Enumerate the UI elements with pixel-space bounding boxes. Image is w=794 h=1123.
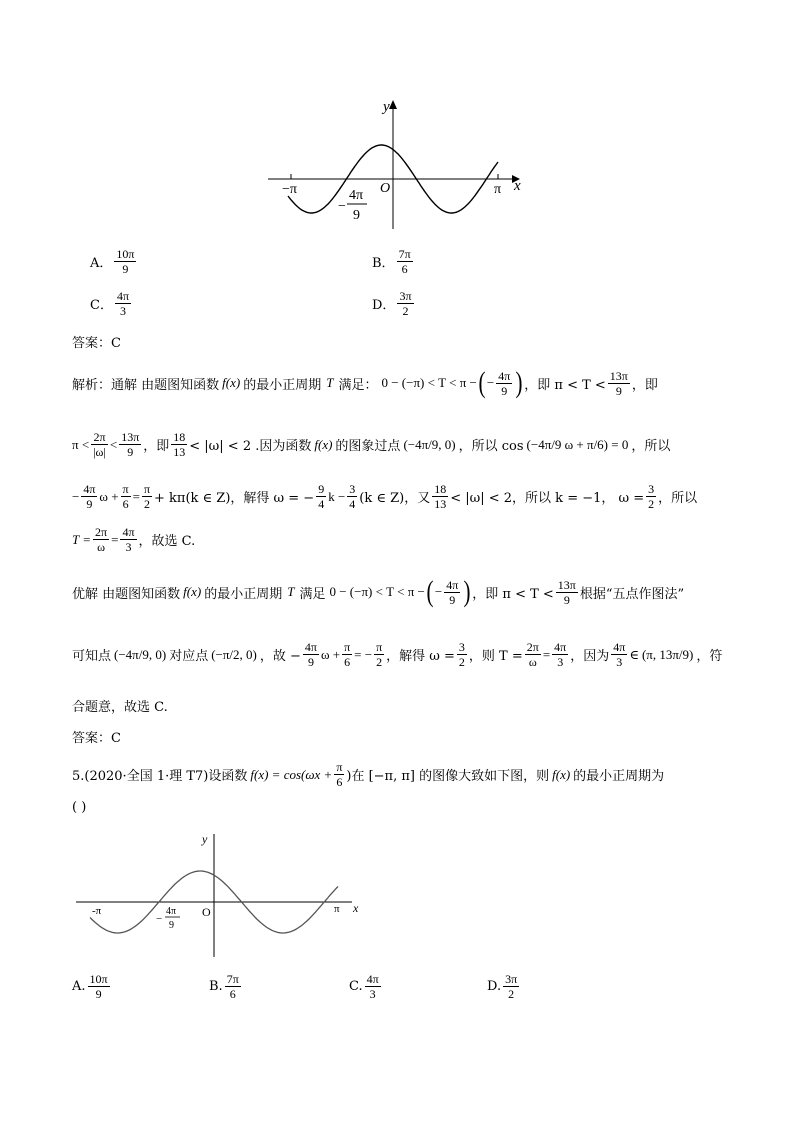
den: |ω| bbox=[93, 445, 106, 459]
text: 满足： bbox=[338, 377, 378, 393]
option-letter: B． bbox=[372, 256, 395, 271]
num: π bbox=[336, 760, 343, 774]
den: 9 bbox=[563, 592, 570, 607]
num: 3π bbox=[399, 289, 412, 303]
num: 3 bbox=[648, 482, 655, 496]
y-axis-arrow bbox=[389, 100, 397, 109]
text: ，故选 C. bbox=[138, 534, 196, 549]
text: − bbox=[72, 488, 80, 504]
point: (−4π/9, 0) bbox=[403, 436, 456, 452]
text: < |ω| < 2，所以 k = −1， ω = bbox=[450, 491, 645, 506]
den: 3 bbox=[557, 655, 564, 669]
num: 4π bbox=[366, 972, 379, 986]
frac bbox=[457, 640, 467, 669]
text: + kπ(k ∈ Z)，解得 ω = − bbox=[154, 491, 315, 506]
interval: (π, 13π/9) bbox=[641, 646, 694, 662]
den: 4 bbox=[349, 497, 356, 511]
fx-expr: f(x) = cos(ωx + bbox=[250, 766, 333, 782]
option-value bbox=[88, 972, 110, 1001]
num: 13π bbox=[609, 368, 628, 383]
text: < |ω| < 2 .因为函数 bbox=[189, 439, 312, 454]
num: 10π bbox=[89, 972, 108, 986]
num: 4π bbox=[613, 640, 626, 654]
frac bbox=[552, 640, 568, 669]
paren-open: ( bbox=[478, 366, 486, 399]
T: T bbox=[326, 375, 334, 390]
frac bbox=[120, 525, 136, 554]
fx: f(x) bbox=[183, 584, 202, 599]
option-letter: C. bbox=[349, 979, 363, 994]
frac bbox=[444, 578, 460, 607]
minus: − bbox=[486, 375, 495, 390]
num: 4π bbox=[498, 368, 511, 383]
num: 13π bbox=[557, 577, 576, 592]
text: 满足 bbox=[299, 586, 326, 602]
frac bbox=[347, 482, 357, 511]
num: 2π bbox=[93, 430, 106, 444]
option-d1[interactable] bbox=[372, 289, 416, 318]
problem-5-stem bbox=[72, 760, 664, 789]
paren-close: ) bbox=[463, 575, 471, 608]
text: = bbox=[542, 646, 551, 662]
num: 7π bbox=[226, 972, 239, 986]
den: 2 bbox=[402, 304, 409, 318]
option-a2[interactable] bbox=[72, 972, 112, 1001]
text: ，即 bbox=[143, 439, 170, 454]
frac bbox=[171, 430, 187, 459]
frac bbox=[432, 482, 448, 511]
den: ω bbox=[97, 540, 106, 554]
text: k − bbox=[328, 488, 346, 504]
option-b1[interactable] bbox=[372, 247, 415, 276]
option-value bbox=[365, 972, 381, 1001]
text: = bbox=[111, 531, 119, 547]
text: ，即 π < T < bbox=[524, 377, 606, 393]
text: 的最小正周期 bbox=[243, 377, 322, 393]
den: 9 bbox=[122, 262, 129, 276]
quick-line-3: 合题意，故选 C. bbox=[72, 700, 168, 715]
text: ∈ bbox=[629, 646, 639, 662]
den: 9 bbox=[615, 383, 622, 398]
num: 4π bbox=[304, 640, 317, 654]
option-a1[interactable] bbox=[90, 247, 138, 276]
option-d2[interactable] bbox=[487, 972, 521, 1001]
text: ，所以 bbox=[631, 439, 671, 454]
text: )在 [−π, π] 的图像大致如下图，则 bbox=[346, 769, 550, 784]
text: ，即 bbox=[631, 377, 658, 393]
answer-blank: ( ) bbox=[72, 800, 87, 815]
text: = bbox=[132, 488, 140, 504]
fx: f(x) bbox=[552, 766, 571, 782]
pi-label: π bbox=[494, 182, 502, 197]
option-value bbox=[397, 289, 413, 318]
num: 4π bbox=[116, 289, 130, 303]
text: ，则 T = bbox=[468, 649, 523, 664]
minus: − bbox=[434, 584, 443, 599]
x-label: x bbox=[353, 901, 359, 915]
minus-sign: − bbox=[338, 199, 346, 214]
analysis-line-1 bbox=[72, 368, 658, 398]
option-letter: A. bbox=[72, 979, 86, 994]
option-value bbox=[114, 247, 136, 276]
text: π < bbox=[72, 436, 90, 452]
den: 13 bbox=[434, 497, 447, 511]
text: ω + bbox=[99, 488, 119, 504]
den: 3 bbox=[369, 987, 376, 1001]
option-value bbox=[397, 247, 413, 276]
option-letter: B. bbox=[209, 979, 223, 994]
num: π bbox=[122, 482, 129, 496]
analysis-line-2 bbox=[72, 430, 670, 459]
den: 6 bbox=[336, 775, 343, 789]
num: 18 bbox=[434, 482, 447, 496]
den: ω bbox=[528, 655, 537, 669]
den: 6 bbox=[122, 497, 129, 511]
pi-label: π bbox=[334, 903, 340, 915]
num: 4π bbox=[83, 482, 96, 496]
den: 2 bbox=[508, 987, 515, 1001]
text: ω + bbox=[320, 646, 341, 662]
point: (−π/2, 0) bbox=[211, 646, 257, 662]
den: 3 bbox=[119, 304, 126, 318]
text: 的图象过点 bbox=[335, 439, 401, 454]
den: 2 bbox=[648, 497, 655, 511]
x-label: x bbox=[514, 178, 521, 194]
quick-line-2 bbox=[72, 640, 722, 669]
text: ，所以 cos bbox=[458, 439, 524, 454]
num: π bbox=[376, 640, 383, 654]
text: ，故 − bbox=[259, 649, 301, 664]
den: 9 bbox=[86, 497, 93, 511]
num: 13π bbox=[121, 430, 140, 444]
num: 9 bbox=[318, 482, 325, 496]
T: T bbox=[287, 584, 295, 599]
den: 3 bbox=[616, 655, 623, 669]
neg-pi-label: −π bbox=[282, 182, 297, 197]
text: 优解 由题图知函数 bbox=[72, 586, 181, 602]
analysis-line-3 bbox=[72, 482, 697, 511]
text: ，符 bbox=[696, 649, 723, 664]
text: 的最小正周期为 bbox=[573, 769, 665, 784]
inequality: 0 − (−π) < T < π − bbox=[381, 375, 477, 390]
den: 6 bbox=[401, 262, 408, 276]
neg-pi-label: -π bbox=[92, 905, 102, 917]
option-letter: D. bbox=[487, 979, 502, 994]
frac bbox=[611, 640, 627, 669]
answer-2: 答案：C bbox=[72, 731, 121, 746]
origin-label: O bbox=[380, 181, 391, 196]
den: 9 bbox=[307, 655, 314, 669]
frac bbox=[81, 482, 97, 511]
option-b2[interactable] bbox=[209, 972, 243, 1001]
frac bbox=[93, 525, 109, 554]
frac bbox=[303, 640, 319, 669]
analysis-line-4 bbox=[72, 525, 195, 554]
origin-label: O bbox=[202, 905, 211, 919]
option-c2[interactable] bbox=[349, 972, 383, 1001]
paren-close: ) bbox=[515, 366, 523, 399]
cos-expr: (−4π/9 ω + π/6) = 0 bbox=[526, 436, 629, 452]
num: π bbox=[344, 640, 351, 654]
option-c1[interactable] bbox=[90, 289, 133, 318]
inequality: 0 − (−π) < T < π − bbox=[329, 584, 425, 599]
den: 9 bbox=[449, 592, 456, 607]
den: 9 bbox=[127, 445, 134, 459]
frac bbox=[316, 482, 326, 511]
den: 6 bbox=[344, 655, 351, 669]
den: 4 bbox=[318, 497, 325, 511]
text: 解析：通解 由题图知函数 bbox=[72, 377, 220, 393]
frac bbox=[121, 482, 131, 511]
num: 4π bbox=[122, 525, 135, 539]
den: 9 bbox=[95, 987, 102, 1001]
text: < bbox=[109, 436, 118, 452]
option-value bbox=[503, 972, 519, 1001]
den: 6 bbox=[229, 987, 236, 1001]
frac bbox=[646, 482, 656, 511]
num: 2π bbox=[95, 525, 108, 539]
text: ，所以 bbox=[658, 491, 698, 506]
text: (k ∈ Z)，又 bbox=[359, 491, 431, 506]
four-pi-num: 4π bbox=[166, 906, 177, 917]
text: ，因为 bbox=[570, 649, 610, 664]
four-pi-num: 4π bbox=[349, 188, 364, 203]
den: 2 bbox=[458, 655, 465, 669]
num: 4π bbox=[554, 640, 567, 654]
frac bbox=[342, 640, 352, 669]
num: 10π bbox=[116, 247, 135, 261]
den: 13 bbox=[173, 445, 186, 459]
den: 3 bbox=[125, 540, 132, 554]
num: 3 bbox=[349, 482, 356, 496]
frac bbox=[525, 640, 541, 669]
text: 根据“五点作图法” bbox=[579, 586, 685, 602]
graph-2 bbox=[72, 830, 364, 960]
text: T = bbox=[72, 531, 92, 547]
text: ，解得 ω = bbox=[386, 649, 455, 664]
num: π bbox=[143, 482, 151, 496]
frac bbox=[374, 640, 384, 669]
nine-den: 9 bbox=[169, 920, 174, 931]
text: 的最小正周期 bbox=[204, 586, 283, 602]
fx: f(x) bbox=[222, 375, 241, 390]
text: 对应点 bbox=[169, 649, 209, 664]
fx: f(x) bbox=[314, 436, 333, 452]
answer-1: 答案：C bbox=[72, 336, 121, 351]
frac bbox=[556, 578, 578, 607]
frac bbox=[334, 760, 344, 789]
frac bbox=[608, 369, 630, 398]
den: 9 bbox=[501, 383, 508, 398]
frac bbox=[91, 430, 108, 459]
option-letter: A． bbox=[90, 256, 113, 271]
y-label: y bbox=[383, 99, 390, 115]
num: 2π bbox=[526, 640, 539, 654]
graph-1 bbox=[262, 95, 532, 230]
y-label: y bbox=[202, 832, 208, 846]
option-letter: D． bbox=[372, 298, 396, 313]
num: 3π bbox=[505, 972, 518, 986]
num: 7π bbox=[398, 247, 411, 261]
option-value bbox=[225, 972, 241, 1001]
option-value bbox=[115, 289, 131, 318]
num: 3 bbox=[458, 640, 465, 654]
frac bbox=[142, 482, 152, 511]
nine-den: 9 bbox=[353, 208, 360, 223]
frac bbox=[119, 430, 141, 459]
text: 5.(2020·全国 1·理 T7)设函数 bbox=[72, 769, 248, 784]
num: 18 bbox=[173, 430, 186, 444]
den: 2 bbox=[143, 497, 150, 511]
den: 2 bbox=[376, 655, 383, 669]
num: 4π bbox=[446, 577, 459, 592]
point: (−4π/9, 0) bbox=[114, 646, 167, 662]
frac bbox=[496, 369, 512, 398]
quick-line-1 bbox=[72, 577, 684, 607]
text: 可知点 bbox=[72, 649, 112, 664]
option-letter: C． bbox=[90, 298, 113, 313]
text: ，即 π < T < bbox=[472, 586, 554, 602]
text: = − bbox=[354, 646, 373, 662]
paren-open: ( bbox=[426, 575, 434, 608]
minus-sign: − bbox=[156, 913, 163, 925]
